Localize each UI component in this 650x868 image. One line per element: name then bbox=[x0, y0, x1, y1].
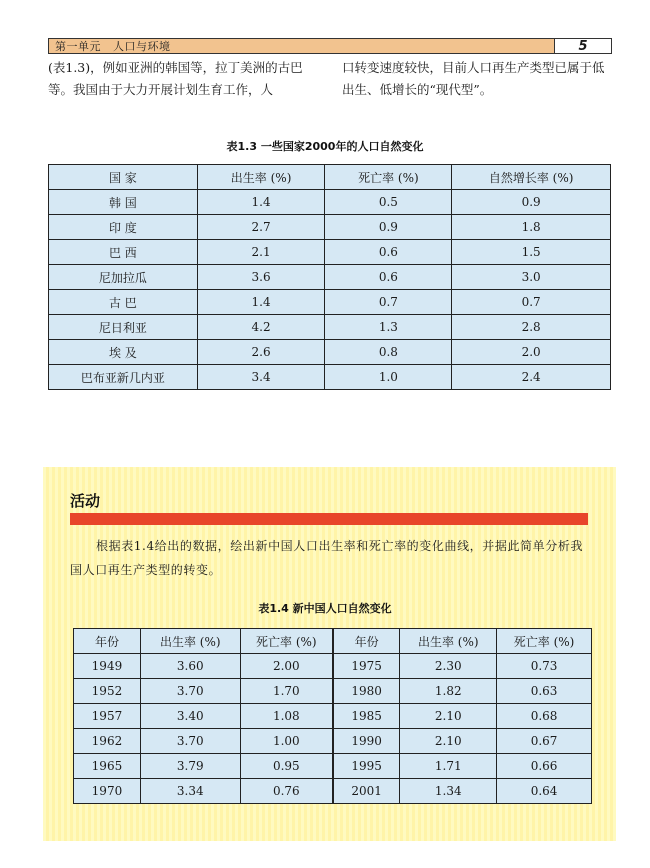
year-cell: 1965 bbox=[74, 754, 141, 779]
death-rate-cell: 0.63 bbox=[497, 679, 592, 704]
year-cell: 1975 bbox=[333, 654, 400, 679]
unit-header-bar bbox=[48, 38, 612, 54]
death-rate-cell: 0.6 bbox=[325, 265, 452, 290]
country-cell: 巴 西 bbox=[49, 240, 198, 265]
intro-right-column: 口转变速度较快，目前人口再生产类型已属于低出生、低增长的“现代型”。 bbox=[342, 60, 605, 97]
death-rate-cell: 0.67 bbox=[497, 729, 592, 754]
death-rate-cell: 1.3 bbox=[325, 315, 452, 340]
death-rate-cell: 0.76 bbox=[240, 779, 333, 804]
death-rate-cell: 0.73 bbox=[497, 654, 592, 679]
birth-rate-cell: 2.10 bbox=[400, 704, 497, 729]
growth-rate-cell: 2.8 bbox=[452, 315, 611, 340]
birth-rate-cell: 3.70 bbox=[140, 729, 240, 754]
table-1-3 bbox=[48, 164, 611, 390]
growth-rate-cell: 2.0 bbox=[452, 340, 611, 365]
birth-rate-cell: 4.2 bbox=[197, 315, 325, 340]
country-cell: 巴布亚新几内亚 bbox=[49, 365, 198, 390]
country-cell: 埃 及 bbox=[49, 340, 198, 365]
birth-rate-cell: 1.71 bbox=[400, 754, 497, 779]
death-rate-cell: 1.0 bbox=[325, 365, 452, 390]
growth-rate-cell: 1.5 bbox=[452, 240, 611, 265]
table-row bbox=[49, 315, 611, 340]
activity-divider-bar bbox=[70, 513, 588, 525]
growth-rate-cell: 2.4 bbox=[452, 365, 611, 390]
header-cell: 出生率 (%) bbox=[197, 165, 325, 190]
table-row bbox=[49, 240, 611, 265]
table-row bbox=[49, 290, 611, 315]
table-header-row bbox=[74, 629, 592, 654]
country-cell: 古 巴 bbox=[49, 290, 198, 315]
birth-rate-cell: 3.70 bbox=[140, 679, 240, 704]
table-1-4-caption: 表1.4 新中国人口自然变化 bbox=[258, 602, 392, 615]
table-header-row bbox=[49, 165, 611, 190]
growth-rate-cell: 0.7 bbox=[452, 290, 611, 315]
birth-rate-cell: 3.60 bbox=[140, 654, 240, 679]
header-cell: 死亡率 (%) bbox=[240, 629, 333, 654]
header-cell: 死亡率 (%) bbox=[325, 165, 452, 190]
birth-rate-cell: 3.79 bbox=[140, 754, 240, 779]
death-rate-cell: 0.68 bbox=[497, 704, 592, 729]
table-row bbox=[74, 729, 592, 754]
year-cell: 1962 bbox=[74, 729, 141, 754]
birth-rate-cell: 1.4 bbox=[197, 190, 325, 215]
header-cell: 死亡率 (%) bbox=[497, 629, 592, 654]
year-cell: 1970 bbox=[74, 779, 141, 804]
death-rate-cell: 0.5 bbox=[325, 190, 452, 215]
birth-rate-cell: 1.82 bbox=[400, 679, 497, 704]
birth-rate-cell: 3.4 bbox=[197, 365, 325, 390]
unit-title: 第一单元 人口与环境 bbox=[55, 40, 171, 53]
death-rate-cell: 1.08 bbox=[240, 704, 333, 729]
country-cell: 韩 国 bbox=[49, 190, 198, 215]
table-row bbox=[74, 754, 592, 779]
table-row bbox=[49, 215, 611, 240]
year-cell: 1957 bbox=[74, 704, 141, 729]
page-number: 5 bbox=[554, 39, 611, 53]
activity-instructions: 根据表1.4给出的数据，绘出新中国人口出生率和死亡率的变化曲线，并据此简单分析我国人口再生产类型的转变。 bbox=[70, 539, 584, 577]
year-cell: 1949 bbox=[74, 654, 141, 679]
death-rate-cell: 0.8 bbox=[325, 340, 452, 365]
year-cell: 1952 bbox=[74, 679, 141, 704]
year-cell: 1985 bbox=[333, 704, 400, 729]
birth-rate-cell: 3.6 bbox=[197, 265, 325, 290]
table-row bbox=[74, 679, 592, 704]
birth-rate-cell: 2.30 bbox=[400, 654, 497, 679]
birth-rate-cell: 2.6 bbox=[197, 340, 325, 365]
birth-rate-cell: 2.10 bbox=[400, 729, 497, 754]
birth-rate-cell: 3.34 bbox=[140, 779, 240, 804]
country-cell: 尼日利亚 bbox=[49, 315, 198, 340]
death-rate-cell: 0.95 bbox=[240, 754, 333, 779]
header-cell: 年份 bbox=[333, 629, 400, 654]
birth-rate-cell: 2.1 bbox=[197, 240, 325, 265]
death-rate-cell: 1.00 bbox=[240, 729, 333, 754]
table-1-4 bbox=[73, 628, 592, 804]
birth-rate-cell: 3.40 bbox=[140, 704, 240, 729]
year-cell: 1990 bbox=[333, 729, 400, 754]
year-cell: 1980 bbox=[333, 679, 400, 704]
table-row bbox=[49, 365, 611, 390]
death-rate-cell: 0.7 bbox=[325, 290, 452, 315]
intro-paragraph bbox=[48, 57, 612, 101]
intro-left-column: (表1.3)，例如亚洲的韩国等，拉丁美洲的古巴等。我国由于大力开展计划生育工作，人 bbox=[48, 60, 303, 97]
table-row bbox=[49, 265, 611, 290]
table-row bbox=[49, 340, 611, 365]
death-rate-cell: 1.70 bbox=[240, 679, 333, 704]
birth-rate-cell: 1.4 bbox=[197, 290, 325, 315]
header-cell: 年份 bbox=[74, 629, 141, 654]
activity-title: 活动 bbox=[70, 492, 101, 510]
growth-rate-cell: 1.8 bbox=[452, 215, 611, 240]
header-cell: 自然增长率 (%) bbox=[452, 165, 611, 190]
year-cell: 2001 bbox=[333, 779, 400, 804]
birth-rate-cell: 2.7 bbox=[197, 215, 325, 240]
year-cell: 1995 bbox=[333, 754, 400, 779]
country-cell: 印 度 bbox=[49, 215, 198, 240]
table-row bbox=[49, 190, 611, 215]
growth-rate-cell: 3.0 bbox=[452, 265, 611, 290]
table-row bbox=[74, 654, 592, 679]
table-row bbox=[74, 704, 592, 729]
death-rate-cell: 0.64 bbox=[497, 779, 592, 804]
table-1-3-caption: 表1.3 一些国家2000年的人口自然变化 bbox=[226, 140, 424, 153]
header-cell: 出生率 (%) bbox=[400, 629, 497, 654]
table-row bbox=[74, 779, 592, 804]
growth-rate-cell: 0.9 bbox=[452, 190, 611, 215]
country-cell: 尼加拉瓜 bbox=[49, 265, 198, 290]
death-rate-cell: 2.00 bbox=[240, 654, 333, 679]
birth-rate-cell: 1.34 bbox=[400, 779, 497, 804]
header-cell: 出生率 (%) bbox=[140, 629, 240, 654]
death-rate-cell: 0.6 bbox=[325, 240, 452, 265]
header-cell: 国 家 bbox=[49, 165, 198, 190]
death-rate-cell: 0.66 bbox=[497, 754, 592, 779]
death-rate-cell: 0.9 bbox=[325, 215, 452, 240]
